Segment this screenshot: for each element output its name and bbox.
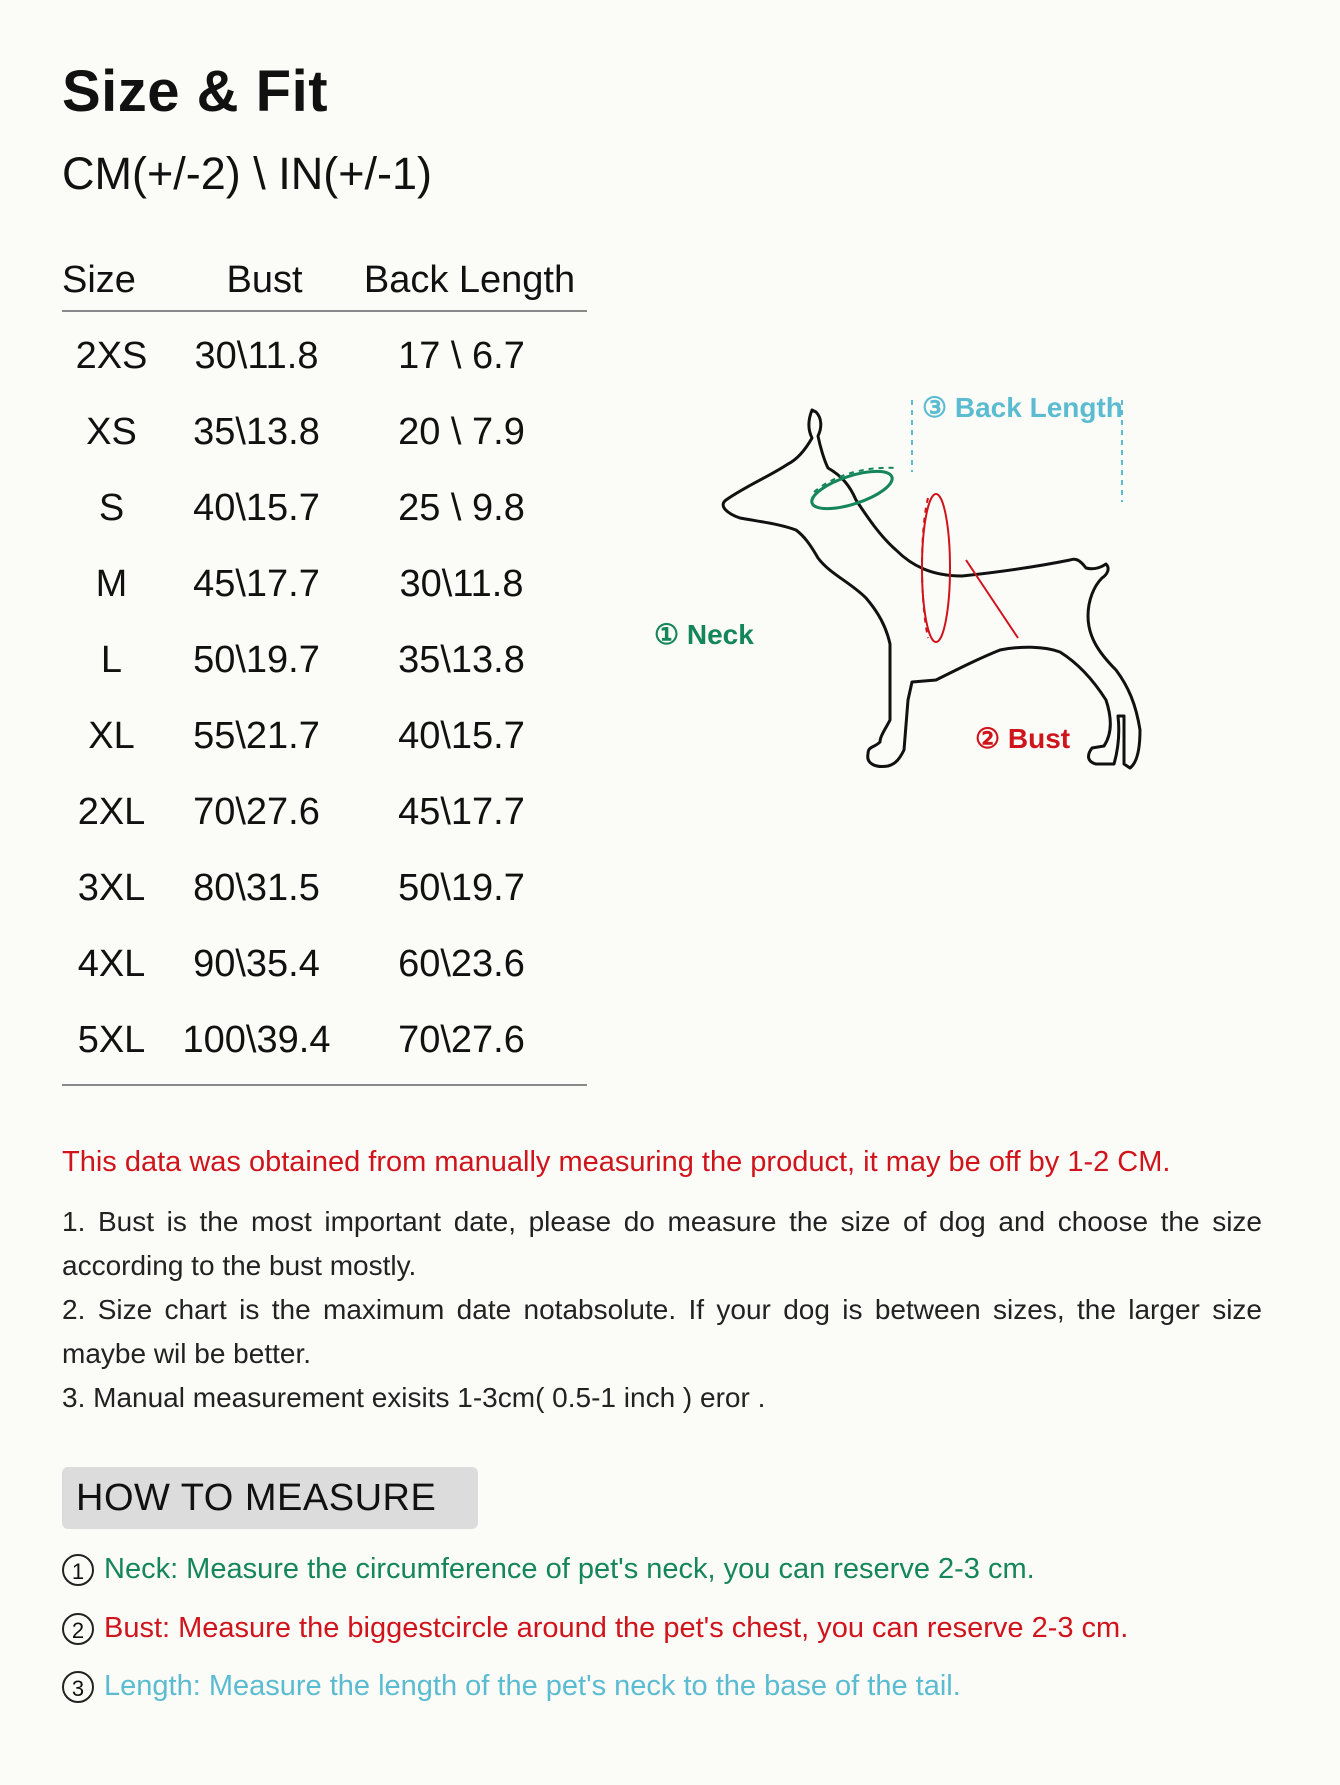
cell-bust: 30\11.8 (194, 334, 319, 377)
cell-back-length: 35\13.8 (398, 638, 525, 681)
cell-size: L (100, 638, 123, 681)
dog-outline-icon (723, 410, 1140, 768)
cell-bust: 80\31.5 (193, 866, 320, 909)
table-row (62, 546, 587, 622)
table-row (62, 698, 587, 774)
table-row (62, 774, 587, 850)
table-row (62, 1002, 587, 1078)
table-row (62, 926, 587, 1002)
note-item: 2. Size chart is the maximum date notabsolute. If your dog is between sizes, the larger size maybe wil be better. (62, 1294, 1262, 1369)
cell-bust: 100\39.4 (182, 1018, 331, 1061)
cell-bust: 40\15.7 (193, 486, 320, 529)
cell-back-length: 17 \ 6.7 (398, 334, 525, 377)
measurement-disclaimer: This data was obtained from manually measuring the product, it may be off by 1-2 CM. (62, 1146, 1171, 1178)
unit-subtitle: CM(+/-2) \ IN(+/-1) (62, 148, 433, 199)
cell-bust: 90\35.4 (193, 942, 320, 985)
table-row (62, 394, 587, 470)
bust-label: ② Bust (975, 723, 1071, 754)
measure-item-bust (62, 1612, 1128, 1645)
cell-back-length: 30\11.8 (399, 562, 524, 605)
header-size: Size (62, 258, 136, 301)
circled-number-icon: 3 (62, 1671, 94, 1703)
cell-back-length: 50\19.7 (398, 866, 525, 909)
table-row (62, 318, 587, 394)
table-header (62, 250, 587, 312)
cell-bust: 45\17.7 (193, 562, 320, 605)
cell-size: 3XL (77, 866, 146, 909)
measure-text: Length: Measure the length of the pet's neck to the base of the tail. (104, 1670, 961, 1702)
table-body (62, 318, 587, 1078)
table-row (62, 850, 587, 926)
cell-back-length: 70\27.6 (398, 1018, 525, 1061)
measure-text: Neck: Measure the circumference of pet's neck, you can reserve 2-3 cm. (104, 1553, 1035, 1585)
note-item: 3. Manual measurement exisits 1-3cm( 0.5-1 inch ) eror . (62, 1382, 766, 1413)
measure-text: Bust: Measure the biggestcircle around the pet's chest, you can reserve 2-3 cm. (104, 1612, 1129, 1644)
table-row (62, 622, 587, 698)
dog-outline-illustration (700, 400, 1260, 880)
table-row (62, 470, 587, 546)
cell-back-length: 45\17.7 (398, 790, 525, 833)
neck-label: ① Neck (654, 619, 754, 650)
how-to-measure-heading: HOW TO MEASURE (62, 1467, 478, 1529)
cell-back-length: 25 \ 9.8 (398, 486, 525, 529)
bust-measure-ring (922, 494, 950, 642)
circled-number-icon: 1 (62, 1554, 94, 1586)
header-back-length: Back Length (363, 258, 576, 301)
dog-measurement-diagram (654, 392, 1260, 885)
cell-bust: 35\13.8 (193, 410, 320, 453)
cell-size: XL (88, 714, 135, 757)
circled-number-icon: 2 (62, 1613, 94, 1645)
cell-size: S (98, 486, 125, 529)
cell-back-length: 20 \ 7.9 (398, 410, 525, 453)
cell-back-length: 40\15.7 (398, 714, 525, 757)
cell-size: XS (86, 410, 137, 453)
cell-bust: 55\21.7 (193, 714, 320, 757)
cell-bust: 70\27.6 (193, 790, 320, 833)
header-bust: Bust (226, 258, 303, 301)
cell-size: 4XL (77, 942, 146, 985)
cell-size: 2XL (77, 790, 146, 833)
cell-size: M (95, 562, 128, 605)
back-length-label: ③ Back Length (922, 392, 1123, 423)
size-notes (62, 1200, 1262, 1420)
cell-bust: 50\19.7 (193, 638, 320, 681)
cell-size: 5XL (77, 1018, 146, 1061)
page-title: Size & Fit (62, 59, 329, 124)
measure-item-length (62, 1670, 961, 1703)
cell-back-length: 60\23.6 (398, 942, 525, 985)
size-table (62, 250, 587, 1086)
table-bottom-rule (62, 1084, 587, 1086)
measure-item-neck (62, 1553, 1035, 1586)
cell-size: 2XS (75, 334, 148, 377)
note-item: 1. Bust is the most important date, please do measure the size of dog and choose the size according to the bust mostly. (62, 1206, 1262, 1281)
